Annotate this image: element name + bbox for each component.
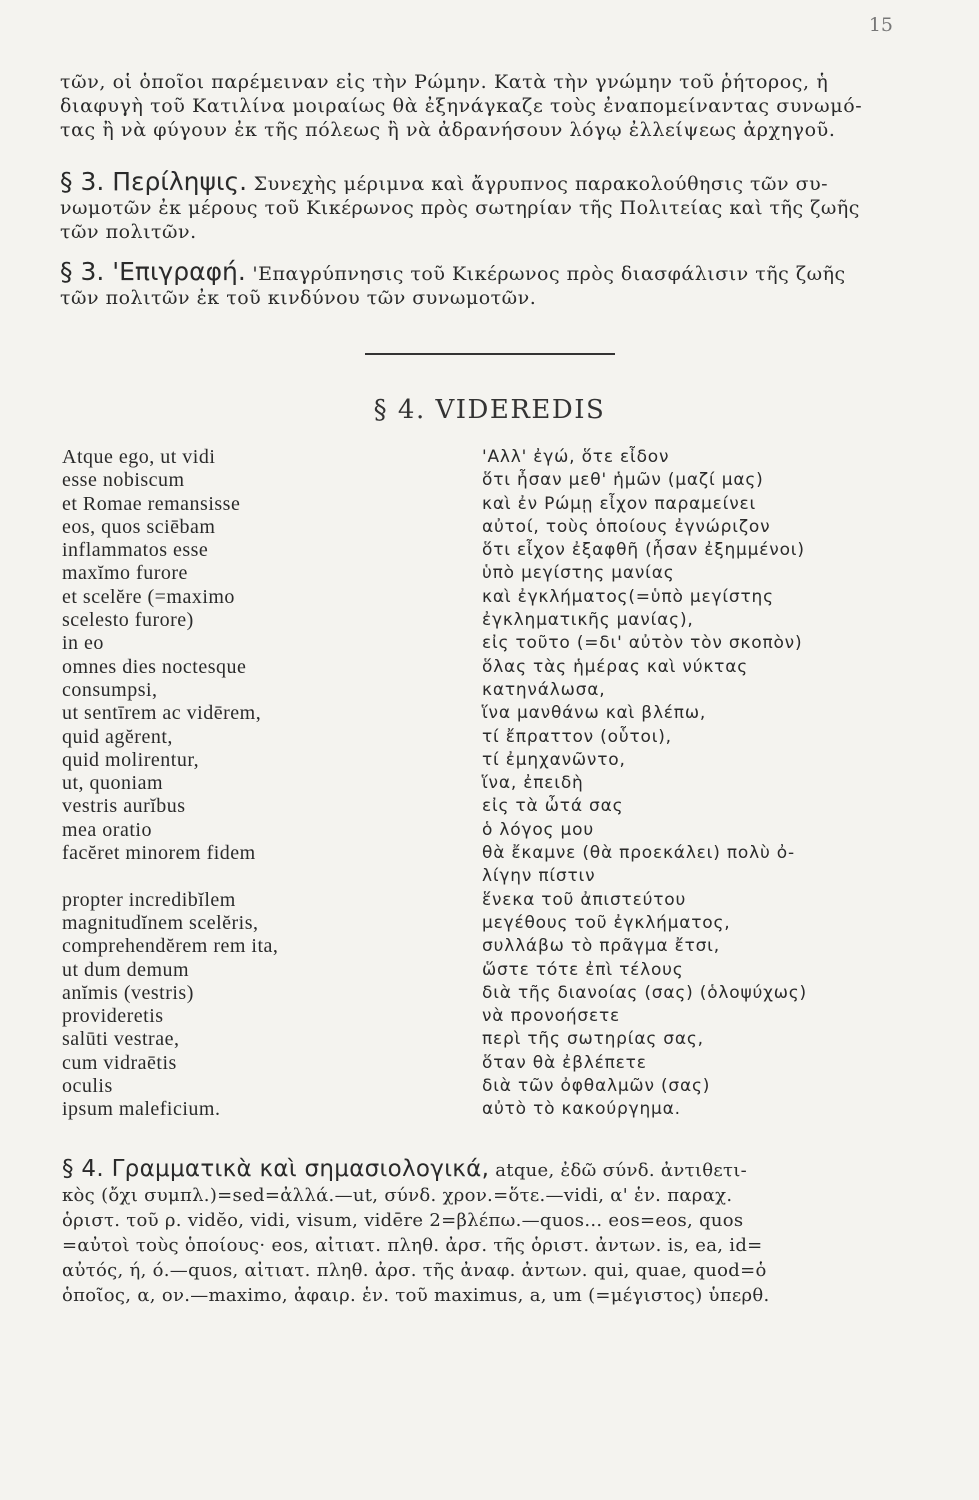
perilepsis-line: νωμοτῶν ἐκ μέρους τοῦ Κικέρωνος πρὸς σωτηρίαν τῆς Πολιτείας καὶ τῆς ζωῆς xyxy=(60,197,860,219)
greek-line: ὅταν θὰ ἐβλέπετε xyxy=(482,1052,647,1073)
latin-line: ut dum demum xyxy=(62,958,190,981)
epigraphe-line: τῶν πολιτῶν ἐκ τοῦ κινδύνου τῶν συνωμοτῶν. xyxy=(60,287,537,309)
latin-line: comprehendĕrem rem ita, xyxy=(62,935,279,958)
latin-line: consumpsi, xyxy=(62,678,158,701)
greek-line: αὐτοί, τοὺς ὁποίους ἐγνώριζον xyxy=(482,516,771,537)
latin-line: et Romae remansisse xyxy=(62,492,241,515)
page-number: 15 xyxy=(868,14,893,36)
latin-line: esse nobiscum xyxy=(62,469,185,492)
latin-line: in eo xyxy=(62,632,104,655)
greek-line: αὐτὸ τὸ κακούργημα. xyxy=(482,1099,681,1120)
latin-line: salūti vestrae, xyxy=(62,1028,180,1051)
latin-line: oculis xyxy=(62,1075,113,1098)
intro-paragraph xyxy=(60,70,900,142)
grammar-notes xyxy=(62,1157,910,1308)
greek-line: διὰ τῶν ὀφθαλμῶν (σας) xyxy=(482,1076,711,1097)
latin-line: quid agĕrent, xyxy=(62,725,173,748)
greek-line: συλλάβω τὸ πρᾶγμα ἔτσι, xyxy=(482,936,720,957)
perilepsis-section xyxy=(60,167,900,244)
latin-line: vestris aurĭbus xyxy=(62,795,186,818)
latin-line: anĭmis (vestris) xyxy=(62,981,194,1004)
greek-line: ὅτι εἶχον ἐξαφθῆ (ἦσαν ἐξημμένοι) xyxy=(482,540,805,561)
greek-line: εἰς τὰ ὦτά σας xyxy=(482,796,624,817)
greek-line: ἵνα, ἐπειδὴ xyxy=(482,773,584,794)
greek-line: μεγέθους τοῦ ἐγκλήματος, xyxy=(482,912,731,933)
latin-line: Atque ego, ut vidi xyxy=(62,446,216,468)
grammar-line: ὁποῖος, α, ον.—maximo, ἀφαιρ. ἑν. τοῦ maximus, a, um (=μέγιστος) ὑπερθ. xyxy=(62,1285,770,1306)
grammar-heading: § 4. Γραμματικὰ καὶ σημασιολογικά, xyxy=(62,1156,490,1182)
greek-line: ὑπὸ μεγίστης μανίας xyxy=(482,563,675,584)
latin-text-column xyxy=(62,446,278,1122)
grammar-line: =αὐτοὶ τοὺς ὁποίους· eos, αἰτιατ. πληθ. ἀρσ. τῆς ὁριστ. ἀντων. is, ea, id= xyxy=(62,1235,763,1256)
latin-line: quid molirentur, xyxy=(62,748,200,771)
latin-line xyxy=(62,865,278,888)
latin-line: mea oratio xyxy=(62,818,152,841)
section-title: § 4. VIDEREDIS xyxy=(373,395,606,425)
intro-line: τῶν, οἱ ὁποῖοι παρέμειναν εἰς τὴν Ρώμην. Κατὰ τὴν γνώμην τοῦ ῥήτορος, ἡ xyxy=(60,71,829,93)
greek-line: τί ἔπραττον (οὗτοι), xyxy=(482,726,672,747)
greek-line: νὰ προνοήσετε xyxy=(482,1006,620,1027)
grammar-line: αὐτός, ή, ό.—quos, αἰτιατ. πληθ. ἀρσ. τῆς ἀναφ. ἀντων. qui, quae, quod=ὁ xyxy=(62,1260,767,1281)
greek-translation-column xyxy=(482,446,807,1122)
divider-rule xyxy=(365,353,615,355)
greek-line: περὶ τῆς σωτηρίας σας, xyxy=(482,1029,704,1050)
greek-line: ἵνα μανθάνω καὶ βλέπω, xyxy=(482,703,707,724)
greek-line: καὶ ἐγκλήματος(=ὑπὸ μεγίστης xyxy=(482,586,774,607)
latin-line: propter incredibĭlem xyxy=(62,888,236,911)
latin-line: scelesto furore) xyxy=(62,609,194,632)
grammar-line: ὁριστ. τοῦ ρ. vidĕo, vidi, visum, vidēre 2=βλέπω.—quos... eos=eos, quos xyxy=(62,1210,744,1231)
latin-line: eos, quos sciēbam xyxy=(62,515,216,538)
greek-line: τί ἐμηχανῶντο, xyxy=(482,749,626,770)
greek-line: καὶ ἐν Ρώμῃ εἶχον παραμείνει xyxy=(482,493,757,514)
greek-line: ὅτι ἦσαν μεθ' ἡμῶν (μαζί μας) xyxy=(482,470,764,491)
perilepsis-line: Συνεχὴς μέριμνα καὶ ἄγρυπνος παρακολούθησις τῶν συ- xyxy=(253,173,829,195)
latin-line: ut sentīrem ac vidērem, xyxy=(62,702,262,725)
epigraphe-section xyxy=(60,257,900,310)
grammar-line: κὸς (ὄχι συμπλ.)=sed=ἀλλά.—ut, σύνδ. χρον.=ὅτε.—vidi, α' ἑν. παραχ. xyxy=(62,1185,733,1206)
greek-line: ὥστε τότε ἐπὶ τέλους xyxy=(482,959,684,980)
greek-line: 'Αλλ' ἐγώ, ὅτε εἶδον xyxy=(482,447,670,467)
greek-line: ὅλας τὰς ἡμέρας καὶ νύκτας xyxy=(482,656,748,677)
latin-line: maxĭmo furore xyxy=(62,562,188,585)
greek-line: θὰ ἔκαμνε (θὰ προεκάλει) πολὺ ὀ- xyxy=(482,843,795,864)
latin-line: ut, quoniam xyxy=(62,772,164,795)
greek-line: διὰ τῆς διανοίας (σας) (ὁλοψύχως) xyxy=(482,982,807,1003)
latin-line: facĕret minorem fidem xyxy=(62,842,256,865)
latin-line: et scelĕre (=maximo xyxy=(62,585,235,608)
intro-line: τας ἢ νὰ φύγουν ἐκ τῆς πόλεως ἢ νὰ ἀδρανήσουν λόγῳ ἐλλείψεως ἀρχηγοῦ. xyxy=(60,119,836,141)
intro-line: διαφυγὴ τοῦ Κατιλίνα μοιραίως θὰ ἐξηνάγκαζε τοὺς ἐναπομείναντας συνωμό- xyxy=(60,95,863,117)
epigraphe-heading: § 3. 'Επιγραφή. xyxy=(60,257,246,286)
epigraphe-line: 'Επαγρύπνησις τοῦ Κικέρωνος πρὸς διασφάλισιν τῆς ζωῆς xyxy=(252,263,846,285)
greek-line: ὁ λόγος μου xyxy=(482,819,594,840)
latin-line: omnes dies noctesque xyxy=(62,655,247,678)
perilepsis-heading: § 3. Περίληψις. xyxy=(60,167,248,196)
latin-line: inflammatos esse xyxy=(62,539,209,562)
latin-line: magnitudĭnem scelĕris, xyxy=(62,911,259,934)
latin-line: ipsum maleficium. xyxy=(62,1098,221,1121)
perilepsis-line: τῶν πολιτῶν. xyxy=(60,221,197,243)
greek-line: λίγην πίστιν xyxy=(482,866,596,887)
greek-line: ἐγκληματικῆς μανίας), xyxy=(482,610,694,631)
grammar-line: atque, ἐδῶ σύνδ. ἀντιθετι- xyxy=(495,1160,747,1181)
latin-line: cum vidraētis xyxy=(62,1051,177,1074)
greek-line: ἕνεκα τοῦ ἀπιστεύτου xyxy=(482,889,687,910)
latin-line: provideretis xyxy=(62,1005,164,1028)
greek-line: εἰς τοῦτο (=δι' αὐτὸν τὸν σκοπὸν) xyxy=(482,633,803,654)
greek-line: κατηνάλωσα, xyxy=(482,679,606,700)
